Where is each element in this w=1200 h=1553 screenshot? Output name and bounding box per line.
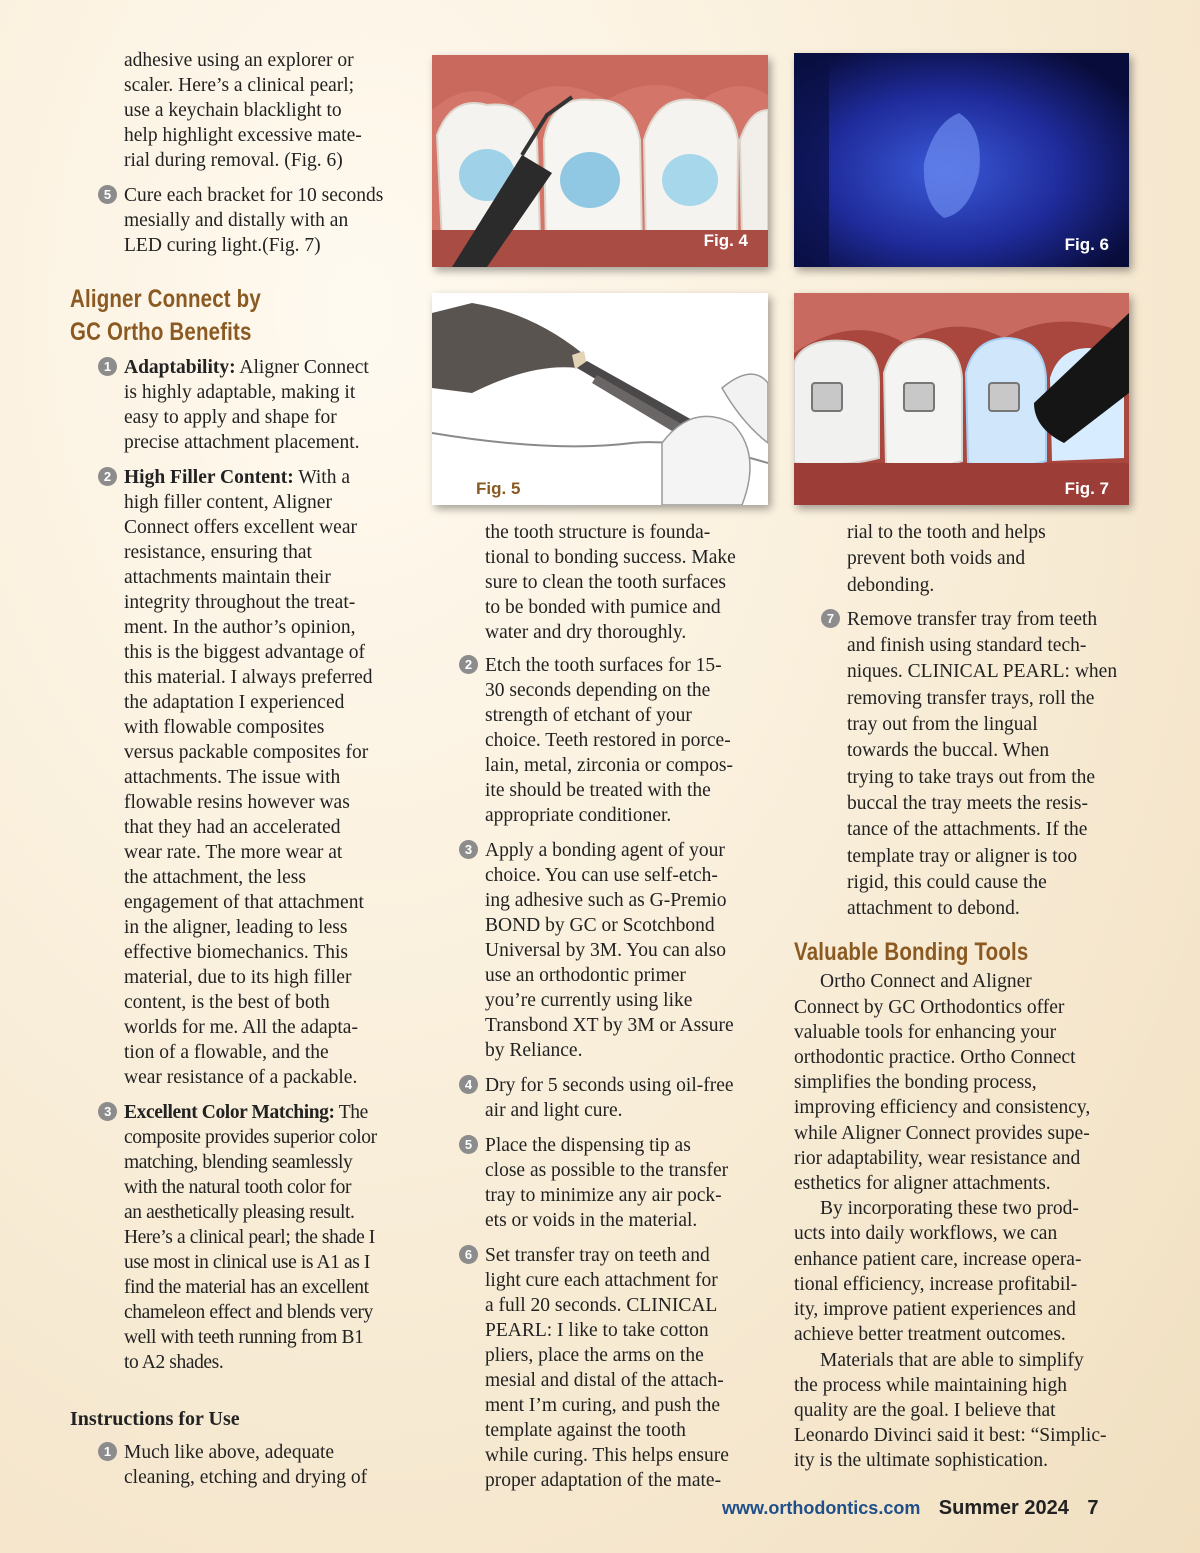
text-line: Etch the tooth surfaces for 15- bbox=[485, 655, 722, 676]
continued-paragraph bbox=[794, 520, 1139, 599]
text-line: PEARL: I like to take cotton bbox=[485, 1320, 709, 1341]
text-line: help highlight excessive mate- bbox=[124, 125, 362, 146]
text-line: scaler. Here’s a clinical pearl; bbox=[124, 75, 355, 96]
text-line: water and dry thoroughly. bbox=[485, 622, 687, 643]
text-line: while Aligner Connect provides supe- bbox=[794, 1122, 1090, 1144]
text-line: versus packable composites for bbox=[124, 742, 369, 763]
text-line: tion of a flowable, and the bbox=[124, 1042, 329, 1063]
text-line: content, is the best of both bbox=[124, 992, 330, 1013]
step-number-badge: 3 bbox=[459, 840, 478, 859]
text-line: ing adhesive such as G-Premio bbox=[485, 890, 727, 911]
column-3 bbox=[794, 520, 1139, 1474]
step-number-badge: 3 bbox=[98, 1102, 117, 1121]
text-line: Place the dispensing tip as bbox=[485, 1135, 691, 1156]
text-line: tray to minimize any air pock- bbox=[485, 1185, 722, 1206]
text-line: By incorporating these two prod- bbox=[820, 1198, 1079, 1220]
benefit-item bbox=[70, 355, 415, 455]
text-line: tray out from the lingual bbox=[847, 714, 1038, 736]
text-line: find the material has an excellent bbox=[124, 1277, 369, 1298]
text-line: choice. Teeth restored in porce- bbox=[485, 730, 731, 751]
text-line: Connect offers excellent wear bbox=[124, 517, 357, 538]
heading-line: Aligner Connect by bbox=[70, 285, 261, 313]
text-line: a full 20 seconds. CLINICAL bbox=[485, 1295, 718, 1316]
step-item bbox=[432, 1073, 777, 1123]
text-line: Remove transfer tray from teeth bbox=[847, 608, 1098, 630]
text-line: debonding. bbox=[847, 574, 935, 596]
step-item bbox=[794, 607, 1139, 923]
text-line: trying to take trays out from the bbox=[847, 766, 1096, 788]
continued-paragraph bbox=[432, 520, 777, 645]
text-line: Aligner Connect bbox=[235, 357, 369, 378]
text-line: attachments maintain their bbox=[124, 567, 331, 588]
text-line: Materials that are able to simplify bbox=[820, 1349, 1084, 1371]
figure-5-image bbox=[432, 293, 768, 505]
benefit-title: High Filler Content: bbox=[124, 467, 294, 488]
text-line: ucts into daily workflows, we can bbox=[794, 1223, 1058, 1245]
step-number-badge: 5 bbox=[98, 185, 117, 204]
text-line: Set transfer tray on teeth and bbox=[485, 1245, 710, 1266]
text-line: composite provides superior color bbox=[124, 1127, 377, 1148]
text-line: is highly adaptable, making it bbox=[124, 382, 356, 403]
figure-4-image bbox=[432, 55, 768, 267]
text-line: while curing. This helps ensure bbox=[485, 1445, 729, 1466]
text-line: that they had an accelerated bbox=[124, 817, 341, 838]
text-line: BOND by GC or Scotchbond bbox=[485, 915, 715, 936]
text-line: simplifies the bonding process, bbox=[794, 1072, 1037, 1094]
heading-line: GC Ortho Benefits bbox=[70, 318, 252, 346]
text-line: Universal by 3M. You can also bbox=[485, 940, 727, 961]
text-line: easy to apply and shape for bbox=[124, 407, 337, 428]
text-line: in the aligner, leading to less bbox=[124, 917, 348, 938]
benefit-title: Adaptability: bbox=[124, 357, 236, 378]
step-number-badge: 2 bbox=[98, 467, 117, 486]
step-number-badge: 2 bbox=[459, 655, 478, 674]
curing-brackets-illustration bbox=[794, 293, 1129, 505]
text-line: integrity throughout the treat- bbox=[124, 592, 356, 613]
figure-6-image bbox=[794, 53, 1129, 267]
text-line: attachment to debond. bbox=[847, 898, 1020, 920]
text-line: matching, blending seamlessly bbox=[124, 1152, 353, 1173]
text-line: proper adaptation of the mate- bbox=[485, 1470, 722, 1491]
text-line: ite should be treated with the bbox=[485, 780, 711, 801]
text-line: adhesive using an explorer or bbox=[124, 50, 354, 71]
paragraph bbox=[794, 1196, 1139, 1347]
text-line: LED curing light.(Fig. 7) bbox=[124, 235, 321, 256]
text-line: Much like above, adequate bbox=[124, 1442, 335, 1463]
text-line: enhance patient care, increase opera- bbox=[794, 1248, 1082, 1270]
benefit-item bbox=[70, 1100, 415, 1375]
text-line: and finish using standard tech- bbox=[847, 635, 1087, 657]
text-line: attachments. The issue with bbox=[124, 767, 341, 788]
text-line: this material. I always preferred bbox=[124, 667, 373, 688]
text-line: sure to clean the tooth surfaces bbox=[485, 572, 726, 593]
column-2 bbox=[432, 520, 777, 1503]
step-number-badge: 7 bbox=[821, 609, 840, 628]
text-line: The bbox=[334, 1102, 368, 1123]
text-line: Apply a bonding agent of your bbox=[485, 840, 725, 861]
text-line: well with teeth running from B1 bbox=[124, 1327, 364, 1348]
text-line: rior adaptability, wear resistance and bbox=[794, 1147, 1081, 1169]
text-line: valuable tools for enhancing your bbox=[794, 1021, 1057, 1043]
text-line: template tray or aligner is too bbox=[847, 845, 1078, 867]
text-line: worlds for me. All the adapta- bbox=[124, 1017, 358, 1038]
text-line: high filler content, Aligner bbox=[124, 492, 332, 513]
website-link[interactable]: www.orthodontics.com bbox=[722, 1498, 921, 1518]
text-line: Dry for 5 seconds using oil-free bbox=[485, 1075, 734, 1096]
figure-7-image bbox=[794, 293, 1129, 505]
text-line: precise attachment placement. bbox=[124, 432, 360, 453]
text-line: prevent both voids and bbox=[847, 548, 1026, 570]
step-item bbox=[432, 1133, 777, 1233]
text-line: ment. In the author’s opinion, bbox=[124, 617, 356, 638]
text-line: use a keychain blacklight to bbox=[124, 100, 342, 121]
text-line: wear resistance of a packable. bbox=[124, 1067, 358, 1088]
step-item bbox=[432, 1243, 777, 1493]
text-line: rial during removal. (Fig. 6) bbox=[124, 150, 343, 171]
step-item bbox=[432, 838, 777, 1063]
text-line: by Reliance. bbox=[485, 1040, 583, 1061]
step-item bbox=[432, 653, 777, 828]
text-line: Leonardo Divinci said it best: “Simplic- bbox=[794, 1425, 1107, 1447]
text-line: the adaptation I experienced bbox=[124, 692, 345, 713]
text-line: improving efficiency and consistency, bbox=[794, 1097, 1091, 1119]
step-number-badge: 5 bbox=[459, 1135, 478, 1154]
text-line: tional to bonding success. Make bbox=[485, 547, 736, 568]
text-line: material, due to its high filler bbox=[124, 967, 352, 988]
step-number-badge: 4 bbox=[459, 1075, 478, 1094]
text-line: achieve better treatment outcomes. bbox=[794, 1324, 1066, 1346]
text-line: an aesthetically pleasing result. bbox=[124, 1202, 355, 1223]
text-line: Connect by GC Orthodontics offer bbox=[794, 996, 1065, 1018]
text-line: wear rate. The more wear at bbox=[124, 842, 343, 863]
text-line: Cure each bracket for 10 seconds bbox=[124, 185, 384, 206]
column-1 bbox=[70, 48, 415, 1500]
text-line: engagement of that attachment bbox=[124, 892, 364, 913]
paragraph bbox=[794, 1348, 1139, 1474]
text-line: with the natural tooth color for bbox=[124, 1177, 352, 1198]
text-line: lain, metal, zirconia or compos- bbox=[485, 755, 733, 776]
figure-label: Fig. 4 bbox=[703, 231, 748, 250]
paragraph bbox=[794, 969, 1139, 1196]
text-line: rigid, this could cause the bbox=[847, 871, 1047, 893]
text-line: esthetics for aligner attachments. bbox=[794, 1173, 1051, 1195]
text-line: quality are the goal. I believe that bbox=[794, 1399, 1056, 1421]
text-line: niques. CLINICAL PEARL: when bbox=[847, 661, 1118, 683]
figure-label: Fig. 5 bbox=[476, 479, 521, 498]
step-item bbox=[70, 183, 415, 258]
benefit-item bbox=[70, 465, 415, 1090]
page-footer bbox=[722, 1497, 1132, 1520]
text-line: ity is the ultimate sophistication. bbox=[794, 1450, 1049, 1472]
text-line: chameleon effect and blends very bbox=[124, 1302, 373, 1323]
text-line: tional efficiency, increase profitabil- bbox=[794, 1273, 1078, 1295]
text-line: ets or voids in the material. bbox=[485, 1210, 698, 1231]
text-line: rial to the tooth and helps bbox=[847, 522, 1046, 543]
step-number-badge: 1 bbox=[98, 1442, 117, 1461]
issue-label: Summer 2024 bbox=[938, 1497, 1069, 1519]
text-line: 30 seconds depending on the bbox=[485, 680, 711, 701]
text-line: appropriate conditioner. bbox=[485, 805, 672, 826]
text-line: effective biomechanics. This bbox=[124, 942, 348, 963]
text-line: use an orthodontic primer bbox=[485, 965, 686, 986]
text-line: flowable resins however was bbox=[124, 792, 350, 813]
section-heading: Valuable Bonding Tools bbox=[794, 938, 1029, 967]
text-line: towards the buccal. When bbox=[847, 740, 1050, 762]
text-line: this is the biggest advantage of bbox=[124, 642, 365, 663]
section-heading bbox=[70, 283, 353, 349]
text-line: you’re currently using like bbox=[485, 990, 693, 1011]
text-line: buccal the tray meets the resis- bbox=[847, 792, 1088, 814]
text-line: cleaning, etching and drying of bbox=[124, 1467, 368, 1488]
benefit-title: Excellent Color Matching: bbox=[124, 1102, 335, 1123]
figure-label: Fig. 6 bbox=[1064, 235, 1109, 254]
text-line: close as possible to the transfer bbox=[485, 1160, 729, 1181]
text-line: pliers, place the arms on the bbox=[485, 1345, 704, 1366]
text-line: resistance, ensuring that bbox=[124, 542, 312, 563]
step-item bbox=[70, 1440, 415, 1490]
continued-paragraph bbox=[70, 48, 415, 173]
text-line: With a bbox=[293, 467, 350, 488]
page-number: 7 bbox=[1087, 1497, 1099, 1519]
text-line: ment I’m curing, and push the bbox=[485, 1395, 721, 1416]
text-line: with flowable composites bbox=[124, 717, 325, 738]
text-line: choice. You can use self-etch- bbox=[485, 865, 718, 886]
figure-label: Fig. 7 bbox=[1064, 479, 1109, 498]
text-line: use most in clinical use is A1 as I bbox=[124, 1252, 370, 1273]
text-line: to be bonded with pumice and bbox=[485, 597, 721, 618]
step-number-badge: 6 bbox=[459, 1245, 478, 1264]
text-line: to A2 shades. bbox=[124, 1352, 224, 1373]
text-line: template against the tooth bbox=[485, 1420, 686, 1441]
text-line: Here’s a clinical pearl; the shade I bbox=[124, 1227, 375, 1248]
text-line: removing transfer trays, roll the bbox=[847, 687, 1095, 709]
dispensing-tip-illustration bbox=[432, 293, 768, 505]
text-line: air and light cure. bbox=[485, 1100, 623, 1121]
text-line: mesially and distally with an bbox=[124, 210, 349, 231]
text-line: light cure each attachment for bbox=[485, 1270, 718, 1291]
text-line: Transbond XT by 3M or Assure bbox=[485, 1015, 734, 1036]
instructions-heading: Instructions for Use bbox=[70, 1408, 240, 1430]
text-line: the process while maintaining high bbox=[794, 1374, 1067, 1396]
text-line: the tooth structure is founda- bbox=[485, 522, 711, 543]
text-line: mesial and distal of the attach- bbox=[485, 1370, 724, 1391]
text-line: the attachment, the less bbox=[124, 867, 306, 888]
text-line: tance of the attachments. If the bbox=[847, 819, 1088, 841]
step-number-badge: 1 bbox=[98, 357, 117, 376]
text-line: ity, improve patient experiences and bbox=[794, 1299, 1076, 1321]
text-line: Ortho Connect and Aligner bbox=[820, 971, 1032, 993]
text-line: strength of etchant of your bbox=[485, 705, 692, 726]
text-line: orthodontic practice. Ortho Connect bbox=[794, 1047, 1076, 1069]
